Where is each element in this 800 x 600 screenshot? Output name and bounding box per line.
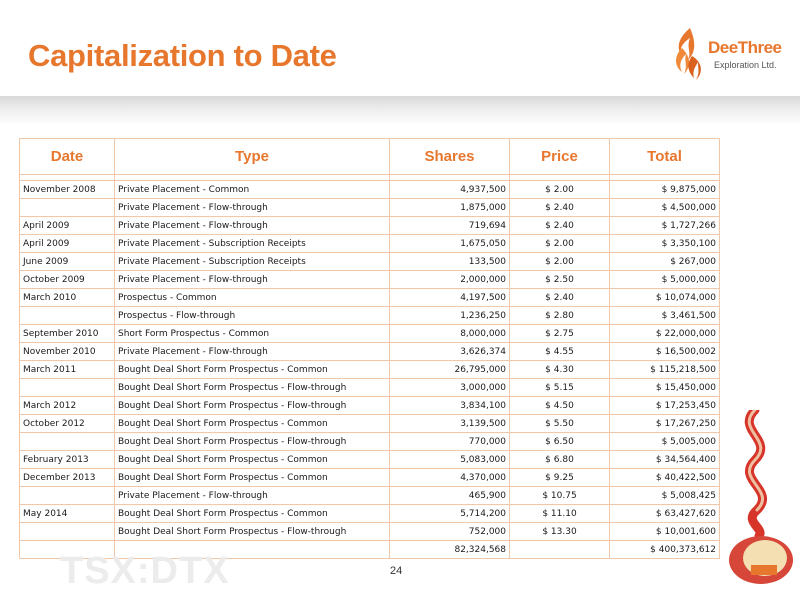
- column-header-type: Type: [115, 139, 390, 175]
- cell-total: $ 5,005,000: [610, 433, 720, 451]
- cell-total: $ 34,564,400: [610, 451, 720, 469]
- table-row: [20, 451, 720, 469]
- cell-date: [20, 199, 115, 217]
- ticker-watermark: TSX:DTX: [60, 550, 230, 592]
- cell-price: $ 13.30: [510, 523, 610, 541]
- cell-shares: 719,694: [390, 217, 510, 235]
- table-row: [20, 505, 720, 523]
- cell-price: $ 2.40: [510, 199, 610, 217]
- cell-total: $ 115,218,500: [610, 361, 720, 379]
- cell-type: Private Placement - Flow-through: [115, 199, 390, 217]
- cell-type: Bought Deal Short Form Prospectus - Flow-through: [115, 523, 390, 541]
- cell-type: Bought Deal Short Form Prospectus - Common: [115, 451, 390, 469]
- logo-name: DeeThree: [708, 38, 782, 57]
- cell-date: [20, 523, 115, 541]
- cell-price: $ 4.55: [510, 343, 610, 361]
- cell-price: $ 6.50: [510, 433, 610, 451]
- cell-date: May 2014: [20, 505, 115, 523]
- table-row: [20, 289, 720, 307]
- table-row: [20, 217, 720, 235]
- flame-icon: [668, 26, 708, 82]
- cell-type: Bought Deal Short Form Prospectus - Flow-through: [115, 379, 390, 397]
- apple-peel-image: [715, 410, 795, 585]
- cell-price: $ 6.80: [510, 451, 610, 469]
- cell-date: March 2010: [20, 289, 115, 307]
- cell-price: $ 9.25: [510, 469, 610, 487]
- cell-date: November 2010: [20, 343, 115, 361]
- cell-total: $ 40,422,500: [610, 469, 720, 487]
- cell-date: December 2013: [20, 469, 115, 487]
- cell-date: October 2009: [20, 271, 115, 289]
- cell-type: Bought Deal Short Form Prospectus - Common: [115, 469, 390, 487]
- header-band: [0, 96, 800, 126]
- table-row: [20, 307, 720, 325]
- cell-shares: 465,900: [390, 487, 510, 505]
- cell-total: $ 17,253,450: [610, 397, 720, 415]
- page-title: Capitalization to Date: [28, 38, 337, 73]
- cell-date: April 2009: [20, 217, 115, 235]
- company-logo: [668, 26, 792, 82]
- table-row: [20, 523, 720, 541]
- cell-date: [20, 487, 115, 505]
- table-row: [20, 487, 720, 505]
- cell-date: [20, 379, 115, 397]
- cell-shares: 3,834,100: [390, 397, 510, 415]
- cell-total: $ 10,074,000: [610, 289, 720, 307]
- cell-type: Private Placement - Subscription Receipts: [115, 253, 390, 271]
- cell-type: Bought Deal Short Form Prospectus - Flow-through: [115, 433, 390, 451]
- cell-price: $ 2.40: [510, 217, 610, 235]
- cell-total: $ 17,267,250: [610, 415, 720, 433]
- cell-total: $ 3,350,100: [610, 235, 720, 253]
- cell-type: Prospectus - Flow-through: [115, 307, 390, 325]
- cell-total: $ 267,000: [610, 253, 720, 271]
- column-header-total: Total: [610, 139, 720, 175]
- cell-price: $ 2.00: [510, 235, 610, 253]
- cell-date: June 2009: [20, 253, 115, 271]
- cell-total: $ 16,500,002: [610, 343, 720, 361]
- cell-total: $ 22,000,000: [610, 325, 720, 343]
- cell-shares: 4,197,500: [390, 289, 510, 307]
- cell-type: Private Placement - Common: [115, 181, 390, 199]
- column-header-shares: Shares: [390, 139, 510, 175]
- cell-price: $ 4.30: [510, 361, 610, 379]
- cell-price: $ 2.50: [510, 271, 610, 289]
- column-header-date: Date: [20, 139, 115, 175]
- cell-shares: 2,000,000: [390, 271, 510, 289]
- cell-date: [20, 433, 115, 451]
- capitalization-table: [19, 138, 720, 559]
- cell-type: Private Placement - Flow-through: [115, 487, 390, 505]
- cell-shares: 1,675,050: [390, 235, 510, 253]
- cell-shares: 1,236,250: [390, 307, 510, 325]
- cell-price: $ 2.40: [510, 289, 610, 307]
- logo-subtitle: Exploration Ltd.: [714, 60, 777, 70]
- cell-type: Short Form Prospectus - Common: [115, 325, 390, 343]
- cell-price: $ 4.50: [510, 397, 610, 415]
- cell-shares: 752,000: [390, 523, 510, 541]
- cell-total: $ 4,500,000: [610, 199, 720, 217]
- table-row: [20, 415, 720, 433]
- cell-price: $ 10.75: [510, 487, 610, 505]
- cell-date: October 2012: [20, 415, 115, 433]
- cell-date: April 2009: [20, 235, 115, 253]
- table-row: [20, 343, 720, 361]
- table-row: [20, 253, 720, 271]
- cell-total: $ 10,001,600: [610, 523, 720, 541]
- cell-price: $ 2.00: [510, 253, 610, 271]
- cell-type: Bought Deal Short Form Prospectus - Flow-through: [115, 397, 390, 415]
- cell-total: $ 9,875,000: [610, 181, 720, 199]
- table-row: [20, 271, 720, 289]
- cell-shares: 770,000: [390, 433, 510, 451]
- cell-date: November 2008: [20, 181, 115, 199]
- table-row: [20, 361, 720, 379]
- cell-shares: 3,000,000: [390, 379, 510, 397]
- cell-shares: 8,000,000: [390, 325, 510, 343]
- cell-shares: 4,937,500: [390, 181, 510, 199]
- total-shares: 82,324,568: [390, 541, 510, 559]
- cell-price: $ 2.00: [510, 181, 610, 199]
- cell-price: $ 5.50: [510, 415, 610, 433]
- cell-type: Private Placement - Flow-through: [115, 343, 390, 361]
- page-number: 24: [390, 565, 403, 577]
- cell-type: Private Placement - Flow-through: [115, 271, 390, 289]
- cell-shares: 5,714,200: [390, 505, 510, 523]
- cell-price: $ 11.10: [510, 505, 610, 523]
- column-header-price: Price: [510, 139, 610, 175]
- table-row: [20, 469, 720, 487]
- table-row: [20, 379, 720, 397]
- cell-date: March 2011: [20, 361, 115, 379]
- cell-type: Bought Deal Short Form Prospectus - Common: [115, 505, 390, 523]
- total-amount: $ 400,373,612: [610, 541, 720, 559]
- table-header-row: [20, 139, 720, 175]
- cell-shares: 26,795,000: [390, 361, 510, 379]
- cell-date: September 2010: [20, 325, 115, 343]
- cell-type: Bought Deal Short Form Prospectus - Common: [115, 415, 390, 433]
- cell-date: March 2012: [20, 397, 115, 415]
- table-row: [20, 433, 720, 451]
- cell-total: $ 3,461,500: [610, 307, 720, 325]
- cell-price: $ 2.75: [510, 325, 610, 343]
- table-row: [20, 325, 720, 343]
- cell-price: $ 5.15: [510, 379, 610, 397]
- cell-shares: 5,083,000: [390, 451, 510, 469]
- cell-date: [20, 307, 115, 325]
- cell-date: February 2013: [20, 451, 115, 469]
- table-row: [20, 235, 720, 253]
- cell-total: $ 5,000,000: [610, 271, 720, 289]
- cell-shares: 133,500: [390, 253, 510, 271]
- cell-type: Prospectus - Common: [115, 289, 390, 307]
- cell-total: $ 5,008,425: [610, 487, 720, 505]
- cell-type: Private Placement - Subscription Receipts: [115, 235, 390, 253]
- table-row: [20, 181, 720, 199]
- cell-total: $ 63,427,620: [610, 505, 720, 523]
- cell-shares: 3,626,374: [390, 343, 510, 361]
- totals-empty-cell: [510, 541, 610, 559]
- cell-shares: 4,370,000: [390, 469, 510, 487]
- cell-type: Private Placement - Flow-through: [115, 217, 390, 235]
- table-row: [20, 199, 720, 217]
- cell-type: Bought Deal Short Form Prospectus - Common: [115, 361, 390, 379]
- cell-total: $ 15,450,000: [610, 379, 720, 397]
- cell-shares: 1,875,000: [390, 199, 510, 217]
- cell-total: $ 1,727,266: [610, 217, 720, 235]
- cell-price: $ 2.80: [510, 307, 610, 325]
- cell-shares: 3,139,500: [390, 415, 510, 433]
- table-row: [20, 397, 720, 415]
